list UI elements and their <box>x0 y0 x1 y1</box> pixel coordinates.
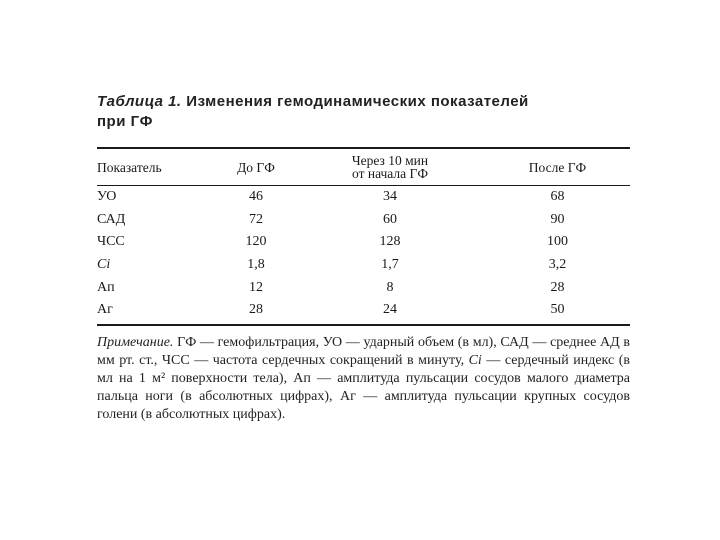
caption-line-2: при ГФ <box>97 113 153 130</box>
cell-after: 100 <box>547 234 568 250</box>
header-indicator: Показатель <box>97 159 162 175</box>
header-after-10-min-line-1: Через 10 мин <box>351 153 429 168</box>
cell-before: 120 <box>245 234 267 250</box>
table-row <box>97 276 630 299</box>
caption-label: Таблица 1. <box>97 93 182 110</box>
table-row <box>97 209 630 232</box>
table-note <box>97 334 630 424</box>
caption-line-1 <box>97 92 630 112</box>
cell-indicator: САД <box>97 211 126 227</box>
cell-10-min: 1,7 <box>381 257 399 273</box>
header-after-10-min-line-2: от начала ГФ <box>352 166 428 181</box>
table-row <box>97 231 630 254</box>
data-table <box>97 149 630 322</box>
caption-title: Изменения гемодинамических показателей <box>186 93 529 110</box>
cell-indicator: УО <box>97 189 117 205</box>
cell-after: 90 <box>550 211 565 227</box>
cell-after: 28 <box>550 279 565 295</box>
table-caption <box>97 92 630 132</box>
cell-after: 50 <box>550 302 565 318</box>
cell-indicator: Аг <box>97 302 113 318</box>
header-after-10-min <box>295 149 485 186</box>
header-before: До ГФ <box>237 159 275 175</box>
cell-after: 3,2 <box>548 257 567 273</box>
table-row <box>97 254 630 277</box>
cell-before: 12 <box>249 279 263 295</box>
note-text-1: ГФ — гемофильтрация, УО — ударный объем (в мл), САД — среднее АД в мм рт. ст., ЧСС — частота сердечных сокращений в минуту, <box>97 334 630 368</box>
note-text-2: — сердечный индекс (в мл на 1 м² поверхности тела), Ап — амплитуда пульсации сосудов малого диаметра пальца ноги (в абсолютных цифрах), Аг — амплитуда пульсации крупных сосудов голени (в абсолютных цифрах). <box>97 352 630 422</box>
cell-before: 46 <box>249 189 263 205</box>
cell-before: 28 <box>249 302 263 318</box>
table-row <box>97 186 630 209</box>
cell-indicator: Ап <box>97 279 115 295</box>
note-label: Примечание. <box>97 334 174 350</box>
table-row <box>97 299 630 322</box>
cell-10-min: 128 <box>379 234 401 250</box>
cell-indicator: ЧСС <box>97 234 125 250</box>
cell-before: 1,8 <box>247 257 265 273</box>
cell-after: 68 <box>550 189 565 205</box>
table-header-row <box>97 149 630 186</box>
cell-before: 72 <box>249 211 263 227</box>
cell-10-min: 24 <box>383 302 397 318</box>
cell-10-min: 8 <box>386 279 394 295</box>
document-page <box>97 92 630 424</box>
note-ci: Ci <box>468 352 482 368</box>
table-bottom-rule <box>97 324 630 326</box>
header-after: После ГФ <box>528 159 587 175</box>
cell-indicator: Ci <box>97 257 111 273</box>
cell-10-min: 60 <box>383 211 397 227</box>
cell-10-min: 34 <box>383 189 397 205</box>
